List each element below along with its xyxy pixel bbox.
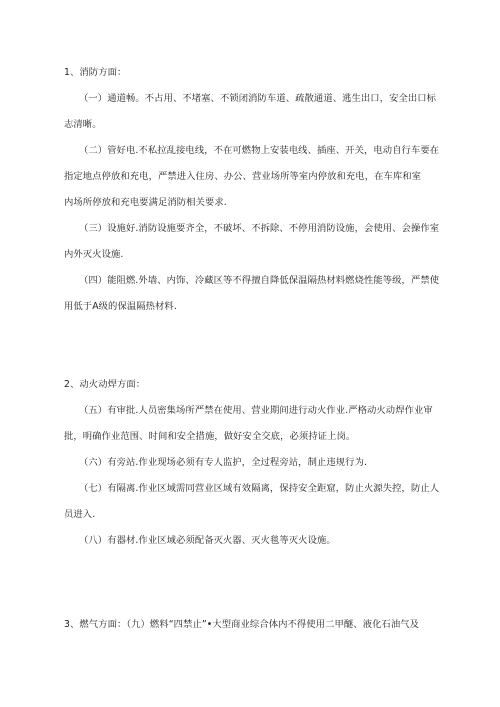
section-heading: 3、燃气方面：（九）燃料“四禁止”•大型商业综合体内不得使用二甲醚、液化石油气及 <box>64 619 420 630</box>
section-hot-work <box>64 372 448 554</box>
section-heading: 2、动火动焊方面： <box>64 379 146 390</box>
paragraph-line: 用低于A级的保温隔热材料. <box>64 301 177 312</box>
section-fire <box>64 60 448 320</box>
paragraph-line: （六）有旁站.作业现场必须有专人监护，全过程旁站，制止违规行为. <box>79 457 368 468</box>
paragraph-line: 志清晰。 <box>64 119 102 130</box>
paragraph-line: （三）设施好.消防设施要齐全，不破坏、不拆除、不停用消防设施，会使用、会操作室 <box>79 223 440 234</box>
paragraph-line: 员进入. <box>64 509 96 520</box>
paragraph-line: （四）能阻燃.外墙、内饰、冷藏区等不得擅自降低保温隔热材料燃烧性能等级，严禁使 <box>79 275 440 286</box>
paragraph-line: （八）有器材.作业区域必须配备灭火器、灭火毯等灭火设施。 <box>79 535 336 546</box>
paragraph-line: 内外灭火设施. <box>64 249 124 260</box>
paragraph-line: （一）通道畅。不占用、不堵塞、不锁闭消防车道、疏散通道、逃生出口，安全出口标 <box>79 93 437 104</box>
paragraph-line: 内场所停放和充电要满足消防相关要求. <box>64 197 227 208</box>
paragraph-line: 批，明确作业范围、时间和安全措施，做好安全交底，必须持证上岗。 <box>64 431 356 442</box>
section-gas <box>64 612 448 638</box>
paragraph-line: （二）管好电.不私拉乱接电线，不在可燃物上安装电线、插座、开关，电动自行车要在 <box>79 145 440 156</box>
paragraph-line: 指定地点停放和充电，严禁进入住房、办公、营业场所等室内停放和充电，在车库和室 <box>64 171 422 182</box>
paragraph-line: （五）有审批.人员密集场所严禁在使用、营业期间进行动火作业.严格动火动焊作业审 <box>79 405 433 416</box>
paragraph-line: （七）有隔离.作业区域需同营业区域有效隔离，保持安全距窟，防止火源失控，防止人 <box>79 483 440 494</box>
section-heading: 1、消防方面： <box>64 67 127 78</box>
